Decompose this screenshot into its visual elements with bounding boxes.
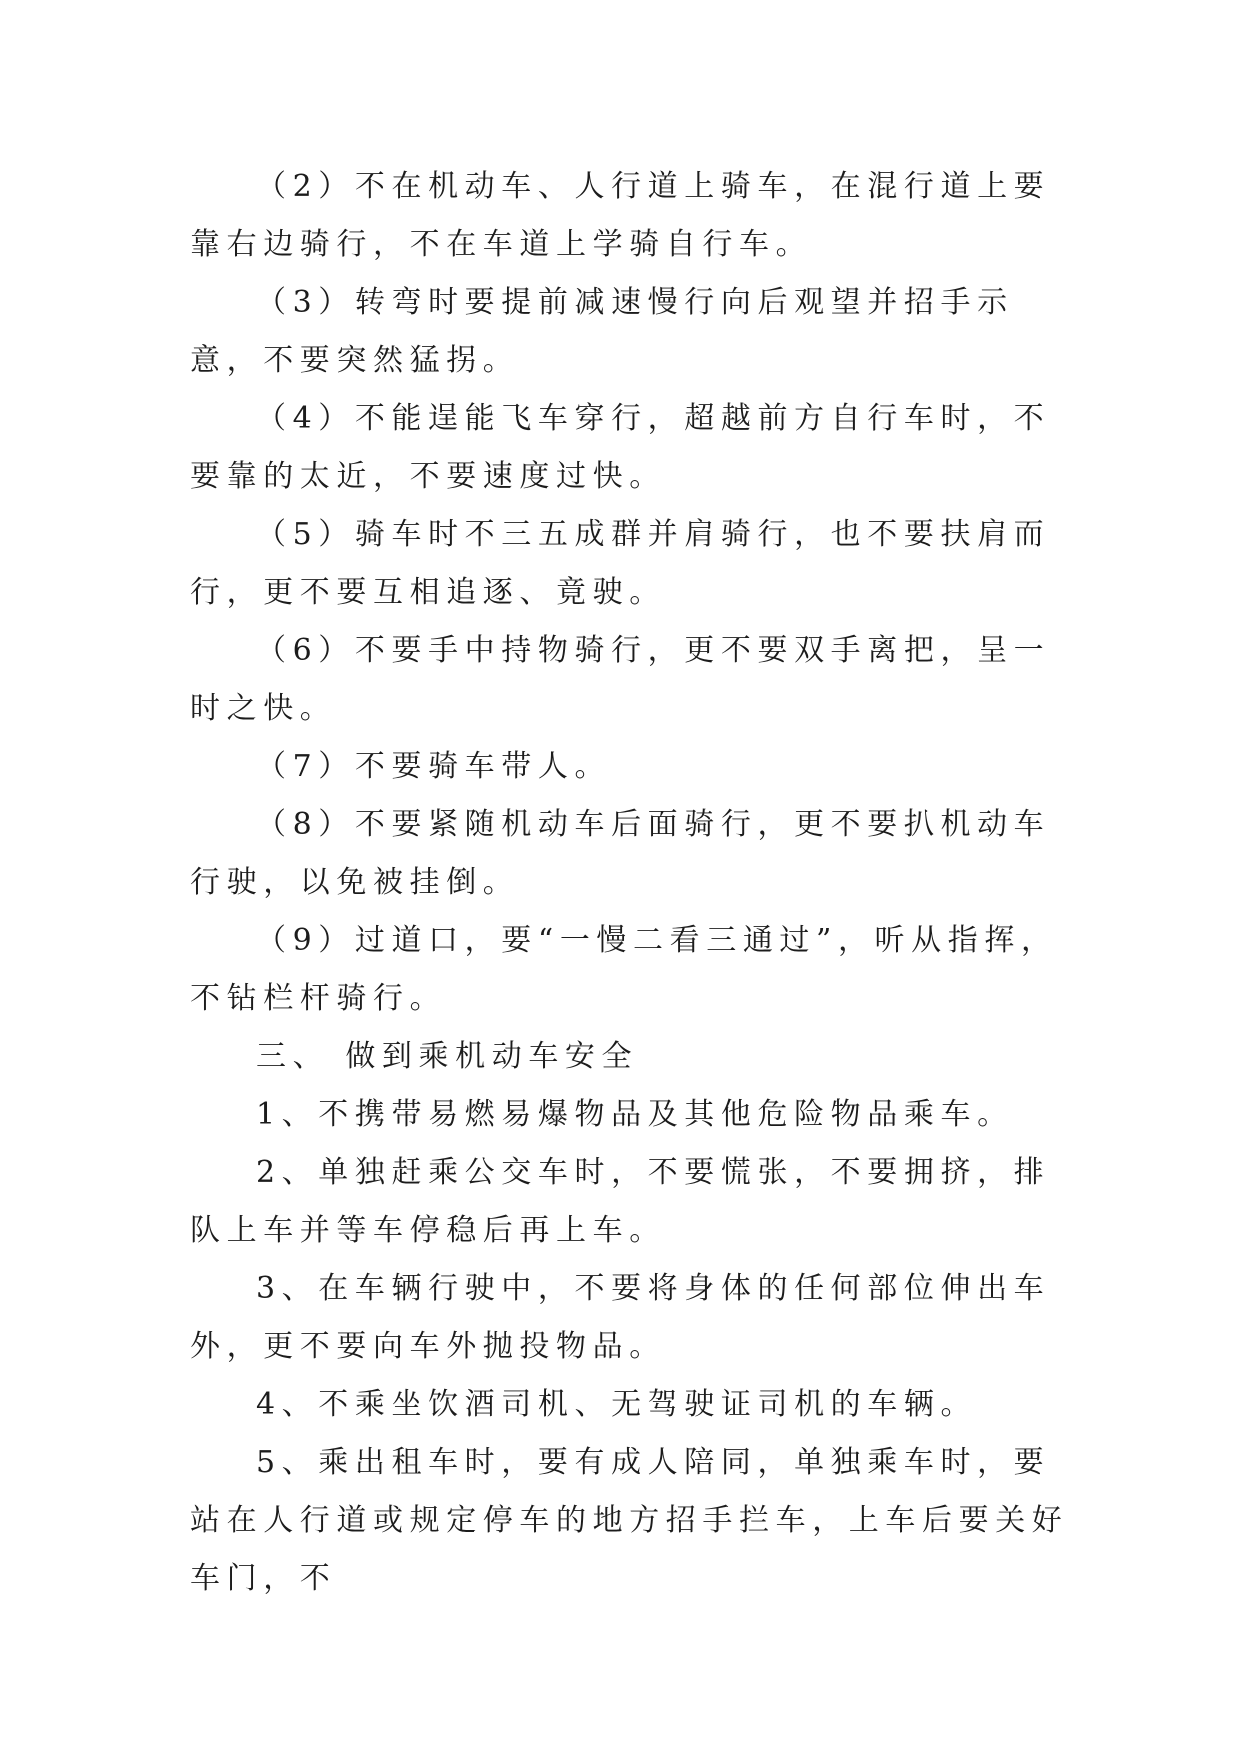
paragraph-item-3: 3、在车辆行驶中，不要将身体的任何部位伸出车外，更不要向车外抛投物品。 (190, 1271, 1051, 1364)
paragraph-rule-4: （4）不能逞能飞车穿行，超越前方自行车时，不要靠的太近，不要速度过快。 (190, 401, 1051, 494)
paragraph-rule-6: （6）不要手中持物骑行，更不要双手离把，呈一时之快。 (190, 633, 1051, 726)
paragraph-item-2: 2、单独赶乘公交车时，不要慌张，不要拥挤，排队上车并等车停稳后再上车。 (190, 1155, 1051, 1248)
paragraph-item-5: 5、乘出租车时，要有成人陪同，单独乘车时，要站在人行道或规定停车的地方招手拦车，上车后要关好车门，不 (190, 1445, 1069, 1596)
paragraph-item-1: 1、不携带易燃易爆物品及其他危险物品乘车。 (256, 1097, 1014, 1132)
section-heading: 三、 做到乘机动车安全 (256, 1039, 639, 1074)
paragraph-rule-8: （8）不要紧随机动车后面骑行，更不要扒机动车行驶，以免被挂倒。 (190, 807, 1051, 900)
paragraph-rule-9: （9）过道口，要“一慢二看三通过”，听从指挥，不钻栏杆骑行。 (190, 923, 1058, 1016)
paragraph-rule-7: （7）不要骑车带人。 (256, 749, 612, 784)
paragraph-rule-3: （3）转弯时要提前减速慢行向后观望并招手示意，不要突然猛拐。 (190, 285, 1014, 378)
document-body (190, 158, 1070, 1608)
paragraph-rule-2: （2）不在机动车、人行道上骑车，在混行道上要靠右边骑行，不在车道上学骑自行车。 (190, 169, 1051, 262)
paragraph-item-4: 4、不乘坐饮酒司机、无驾驶证司机的车辆。 (256, 1387, 978, 1422)
paragraph-rule-5: （5）骑车时不三五成群并肩骑行，也不要扶肩而行，更不要互相追逐、竟驶。 (190, 517, 1051, 610)
